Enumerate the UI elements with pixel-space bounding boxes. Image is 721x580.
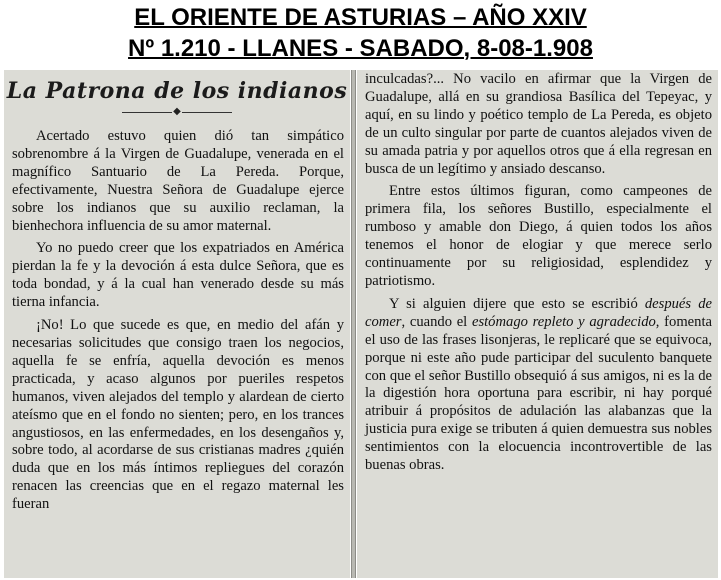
newspaper-issue-line: Nº 1.210 - LLANES - SABADO, 8-08-1.908 — [128, 35, 593, 62]
article-column-left — [4, 70, 350, 578]
title-ornament — [122, 108, 232, 118]
newspaper-header — [0, 0, 721, 68]
column-divider — [351, 70, 356, 578]
paragraph: ¡No! Lo que sucede es que, en medio del afán y necesarias solicitudes que consigo traen los negocios, aquella fe se enfría, aquella devoción es menos practicada, y acaso algunos por pueriles respetos humanos, viven alejados del templo y alardean de cierto ateísmo que en el fondo no sienten; pero, en los trances angustiosos, en las enfermedades, en los desengaños y, sobre todo, al acordarse de sus cristianas madres ¿quién duda que en los más íntimos repliegues del corazón renacen las creencias que en el regazo maternal les fueran — [12, 317, 344, 513]
newspaper-title-line: EL ORIENTE DE ASTURIAS – AÑO XXIV — [134, 4, 587, 31]
paragraph: Entre estos últimos figuran, como campeones de primera fila, los señores Bustillo, especialmente el rumboso y amable don Diego, á quien todos los años tenemos el honor de elogiar y que merece serlo continuamente por su religiosidad, esplendidez y patriotismo. — [365, 183, 712, 289]
ornament-icon: ◆ — [173, 106, 181, 117]
italic-phrase: estómago repleto y agradecido — [471, 313, 656, 330]
article-title: La Patrona de los indianos — [6, 78, 348, 104]
article-body-right — [357, 70, 718, 475]
paragraph: Acertado estuvo quien dió tan simpático sobrenombre á la Virgen de Guadalupe, venerada en el magnífico Santuario de La Pereda. Porque, efectivamente, Nuestra Señora de Guadalupe ejerce sobre los indianos que su auxilio reclaman, la bienhechora influencia de su amor maternal. — [12, 128, 344, 234]
text-run: Y si alguien dijere que esto se escribió — [389, 295, 645, 312]
text-run: , fomenta el uso de las frases lisonjeras, le replicaré que se equivoca, porque ni este año pude participar del suculento banquete con que el señor Bustillo obsequió á sus amigos, ni es la de la digestión hora oportuna para escribir, ni hay porqué atribuir á propósitos de adulación las alabanzas que la justicia pura exige se tributen á quien demuestra sus nobles sentimientos con la elocuencia incontrovertible de las buenas obras. — [365, 313, 712, 474]
paragraph — [365, 296, 712, 475]
paragraph: inculcadas?... No vacilo en afirmar que la Virgen de Guadalupe, allá en su grandiosa Basílica del Tepeyac, y aquí, en su lindo y poético templo de La Pereda, es objeto de un culto singular por parte de cuantos alejados viven de su amada patria y por aquellos otros que á ella regresan en busca de un legítimo y ansiado descanso. — [365, 71, 712, 177]
paragraph: Yo no puedo creer que los expatriados en América pierdan la fe y la devoción á esta dulce Señora, que es toda bondad, y á la cual han venerado desde su más tierna infancia. — [12, 240, 344, 311]
italic-phrase: después de comer — [365, 295, 712, 330]
text-run: , cuando el — [401, 313, 472, 330]
article-column-right — [357, 70, 718, 578]
article-body-left — [4, 118, 350, 514]
